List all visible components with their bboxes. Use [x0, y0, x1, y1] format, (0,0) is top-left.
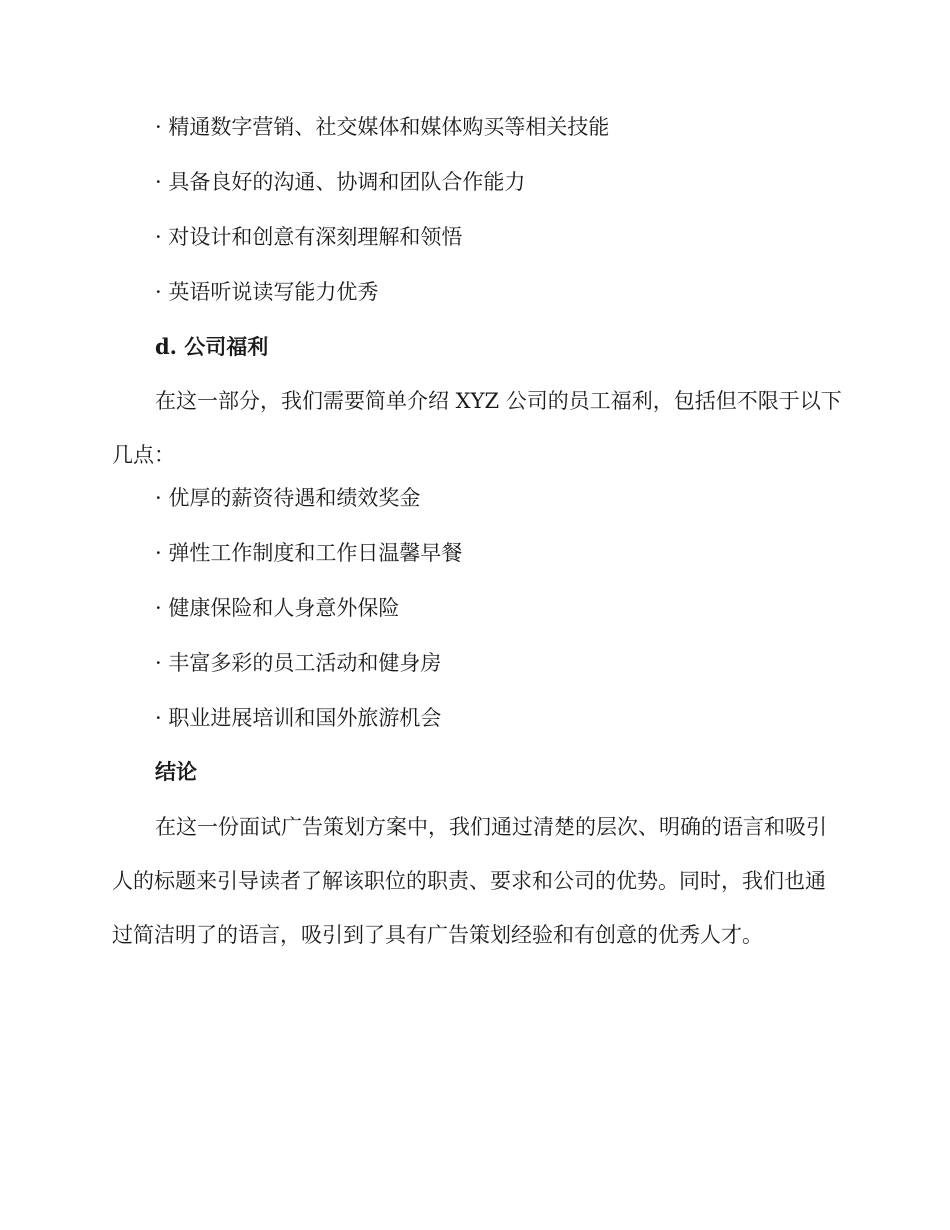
benefit-item: · 丰富多彩的员工活动和健身房	[155, 651, 442, 675]
conclusion-paragraph: 在这一份面试广告策划方案中，我们通过清楚的层次、明确的语言和吸引人的标题来引导读者了解该职位的职责、要求和公司的优势。同时，我们也通过简洁明了的语言，吸引到了具有广告策划经验和有创意的优秀人才。	[112, 815, 827, 947]
skill-item: · 英语听说读写能力优秀	[155, 280, 379, 304]
benefit-item: · 健康保险和人身意外保险	[155, 596, 400, 620]
skill-item: · 具备良好的沟通、协调和团队合作能力	[155, 170, 526, 194]
benefit-item: · 优厚的薪资待遇和绩效奖金	[155, 486, 421, 510]
section-heading-conclusion: 结论	[155, 759, 197, 784]
benefit-item: · 职业进展培训和国外旅游机会	[155, 706, 442, 730]
benefit-item: · 弹性工作制度和工作日温馨早餐	[155, 541, 463, 565]
benefits-intro-paragraph: 在这一部分，我们需要简单介绍 XYZ 公司的员工福利，包括但不限于以下几点：	[112, 389, 842, 467]
skill-item: · 精通数字营销、社交媒体和媒体购买等相关技能	[155, 115, 610, 139]
section-heading-benefits: d. 公司福利	[155, 334, 269, 359]
skill-item: · 对设计和创意有深刻理解和领悟	[155, 225, 463, 249]
